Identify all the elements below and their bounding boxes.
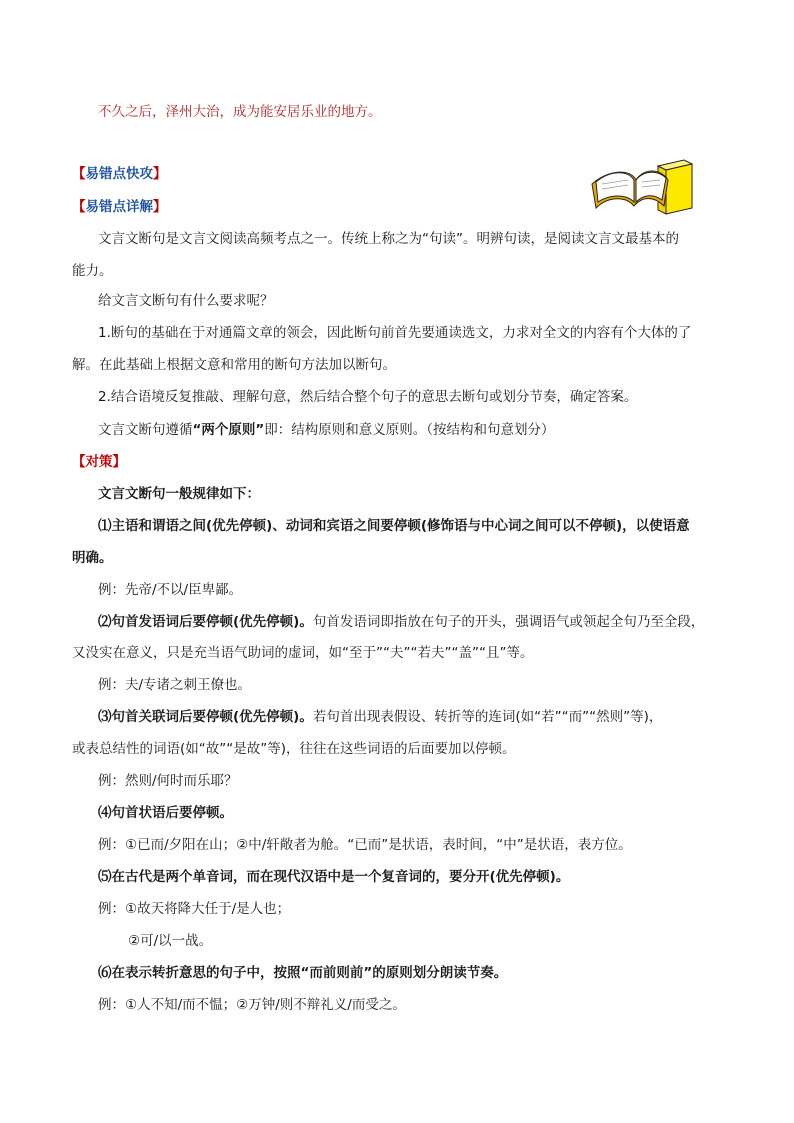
rules-intro: 文言文断句一般规律如下： bbox=[98, 486, 260, 502]
text-run: 句首发语词即指放在句子的开头，强调语气或领起全句乃至全段， bbox=[312, 614, 705, 630]
rule-line: 或表总结性的词语(如“故”“是故”等)，往往在这些词语的后面要加以停顿。 bbox=[72, 741, 516, 757]
bracket-open: 【 bbox=[72, 199, 86, 215]
rule-line: 明确。 bbox=[72, 550, 113, 566]
paragraph-line: 1.断句的基础在于对通篇文章的领会，因此断句前首先要通读选文，力求对全文的内容有个大体的了 bbox=[98, 325, 692, 341]
example-line: 例：①已而/夕阳在山；②中/轩敞者为舱。“已而”是状语，表时间，“中”是状语，表方位。 bbox=[98, 837, 632, 853]
section-heading-text: 易错点快攻 bbox=[85, 166, 153, 182]
example-line: 例：①人不知/而不愠；②万钟/则不辩礼义/而受之。 bbox=[98, 997, 406, 1013]
detail-heading-text: 易错点详解 bbox=[85, 199, 153, 215]
bracket-close: 】 bbox=[153, 166, 167, 182]
example-line: ②可/以一战。 bbox=[128, 933, 213, 949]
text-run: 文言文断句遵循 bbox=[98, 422, 193, 438]
rule-line: ⑸在古代是两个单音词，而在现代汉语中是一个复音词的，要分开(优先停顿)。 bbox=[98, 869, 570, 885]
intro-line: 不久之后，泽州大治，成为能安居乐业的地方。 bbox=[98, 104, 382, 120]
example-line: 例：然则/何时而乐耶？ bbox=[98, 773, 238, 789]
bracket-open: 【 bbox=[72, 166, 86, 182]
text-run: 若句首出现表假设、转折等的连词(如“若”“而”“然则”等)， bbox=[312, 709, 663, 725]
example-line: 例：夫/专诸之刺王僚也。 bbox=[98, 677, 252, 693]
rule-line: ⑴主语和谓语之间(优先停顿)、动词和宾语之间要停顿(修饰语与中心词之间可以不停顿)，以使语意 bbox=[98, 518, 690, 534]
rule-title: ⑵句首发语词后要停顿(优先停顿)。 bbox=[98, 614, 313, 630]
rule-line: ⑷句首状语后要停顿。 bbox=[98, 805, 233, 821]
open-book-icon bbox=[588, 158, 698, 218]
strategy-heading bbox=[72, 452, 126, 472]
emphasis-text: “两个原则” bbox=[192, 422, 265, 438]
paragraph-line: 2.结合语境反复推敲、理解句意，然后结合整个句子的意思去断句或划分节奏，确定答案。 bbox=[98, 389, 638, 405]
paragraph-line bbox=[98, 420, 555, 440]
paragraph-line: 能力。 bbox=[72, 263, 113, 279]
text-run: 即：结构原则和意义原则。（按结构和句意划分） bbox=[264, 422, 555, 438]
paragraph-line: 给文言文断句有什么要求呢？ bbox=[98, 293, 274, 309]
rule-line: ⑹在表示转折意思的句子中，按照“而前则前”的原则划分朗读节奏。 bbox=[98, 965, 508, 981]
paragraph-line: 文言文断句是文言文阅读高频考点之一。传统上称之为“句读”。明辨句读，是阅读文言文最基本的 bbox=[98, 231, 679, 247]
example-line: 例：①故天将降大任于/是人也； bbox=[98, 901, 291, 917]
rule-line: 又没实在意义，只是充当语气助词的虚词，如“至于”“夫”“若夫”“盖”“且”等。 bbox=[72, 645, 534, 661]
detail-heading bbox=[72, 197, 167, 217]
example-line: 例：先帝/不以/臣卑鄙。 bbox=[98, 582, 243, 598]
strategy-heading-text: 对策 bbox=[85, 454, 113, 470]
rule-title: ⑶句首关联词后要停顿(优先停顿)。 bbox=[98, 709, 313, 725]
bracket-open: 【 bbox=[72, 454, 86, 470]
rule-line bbox=[98, 707, 662, 727]
bracket-close: 】 bbox=[153, 199, 167, 215]
rule-line bbox=[98, 612, 704, 632]
paragraph-line: 解。在此基础上根据文意和常用的断句方法加以断句。 bbox=[72, 357, 396, 373]
section-heading bbox=[72, 164, 167, 184]
bracket-close: 】 bbox=[112, 454, 126, 470]
